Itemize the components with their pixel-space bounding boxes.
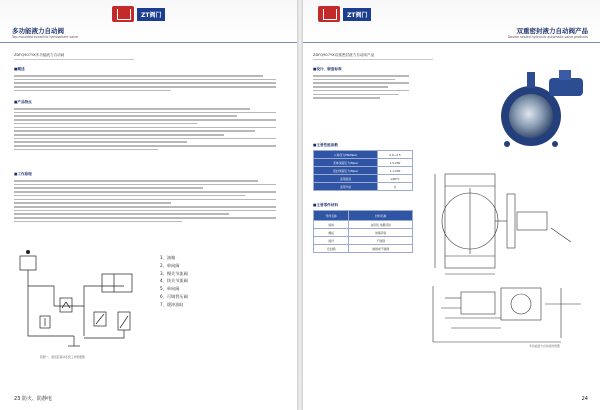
section-overview: ■概述 — [14, 67, 25, 71]
standards-text — [313, 73, 409, 101]
overview-text — [14, 73, 276, 94]
param-value: 1.1×PN — [378, 167, 413, 175]
left-page-title-en: Top-mounted eccentric hemisphere valve — [12, 35, 78, 39]
param-label: 适用温度 — [314, 175, 378, 183]
part-material: 球墨铸铁 — [349, 229, 413, 237]
part-name: 蝶板 — [314, 229, 349, 237]
part-name: 阀体 — [314, 221, 349, 229]
part-name: 阀杆 — [314, 237, 349, 245]
diagram-legend — [160, 254, 188, 309]
legend-item: 2、单向阀 — [160, 262, 180, 268]
legend-item: 1、油箱 — [160, 255, 176, 260]
param-label: 适用介质 — [314, 183, 378, 191]
table-row — [314, 175, 413, 183]
figure-caption: 附图一、液压缸驱动系统工作原理图 — [40, 355, 85, 359]
features-text — [14, 106, 276, 152]
left-footer-text: 防火、防静电 — [21, 396, 52, 402]
left-page — [0, 0, 297, 410]
brand-logo-right — [318, 6, 371, 22]
param-value: ≤80℃ — [378, 175, 413, 183]
left-page-title: 多功能液力自动阀 — [12, 27, 64, 35]
legend-item: 7、缓冲油缸 — [160, 301, 184, 307]
col-header: 零件名称 — [314, 211, 349, 221]
left-footer — [14, 395, 52, 402]
table-row — [314, 245, 413, 253]
param-label: 壳体试验压力(Mpa) — [314, 159, 378, 167]
logo-mark-icon — [112, 6, 134, 22]
brand-logo — [112, 6, 165, 22]
right-page-title: 双重密封液力自动阀产品 — [516, 27, 588, 35]
part-material: 橡胶或不锈钢 — [349, 245, 413, 253]
valve-outline-drawing — [421, 158, 595, 348]
param-label: 公称压力PN(Mpa) — [314, 151, 378, 159]
table-row — [314, 221, 413, 229]
valve-product-photo — [489, 66, 589, 150]
legend-item: 4、快关节流阀 — [160, 278, 188, 284]
params-table — [313, 150, 413, 191]
table-header-row — [314, 211, 413, 221]
part-material: 不锈钢 — [349, 237, 413, 245]
principle-text — [14, 178, 276, 224]
section-materials: ■主要零件材料 — [313, 203, 338, 207]
section-principle: ■工作原理 — [14, 172, 32, 176]
param-value: 水 — [378, 183, 413, 191]
drawing-caption: 多功能液力自动阀外形图 — [529, 344, 560, 348]
materials-table — [313, 210, 413, 253]
table-row — [314, 159, 413, 167]
param-label: 密封试验压力(Mpa) — [314, 167, 378, 175]
table-row — [314, 237, 413, 245]
part-material: 灰铸铁 球墨铸铁 — [349, 221, 413, 229]
section-params: ■主要性能参数 — [313, 143, 338, 147]
right-product-subtitle: ZDFQ907YX双重密封液力自动阀产品 — [313, 53, 433, 60]
table-row — [314, 167, 413, 175]
logo-mark-icon — [318, 6, 340, 22]
legend-item: 5、单向阀 — [160, 286, 180, 292]
right-page — [303, 0, 600, 410]
param-value: 1.5×PN — [378, 159, 413, 167]
right-page-title-en: Double sealed hydraulic automatic valve products — [507, 35, 588, 39]
section-features: ■产品特点 — [14, 100, 32, 104]
left-page-number: 23 — [14, 396, 21, 402]
part-name: 密封圈 — [314, 245, 349, 253]
legend-item: 3、慢关节流阀 — [160, 270, 188, 276]
param-value: 0.6~2.5 — [378, 151, 413, 159]
hydraulic-circuit-diagram — [14, 246, 144, 356]
col-header: 材料名称 — [349, 211, 413, 221]
section-standards: ■设计、制造标准 — [313, 67, 342, 71]
left-product-subtitle: ZDFQ907YX多功能液力自动阀 — [14, 53, 134, 60]
legend-item: 6、可调背压阀 — [160, 293, 188, 299]
table-row — [314, 229, 413, 237]
table-row — [314, 151, 413, 159]
logo-wordmark: ZT阀门 — [343, 8, 371, 21]
logo-wordmark: ZT阀门 — [137, 8, 165, 21]
right-page-number: 24 — [581, 396, 588, 402]
table-row — [314, 183, 413, 191]
